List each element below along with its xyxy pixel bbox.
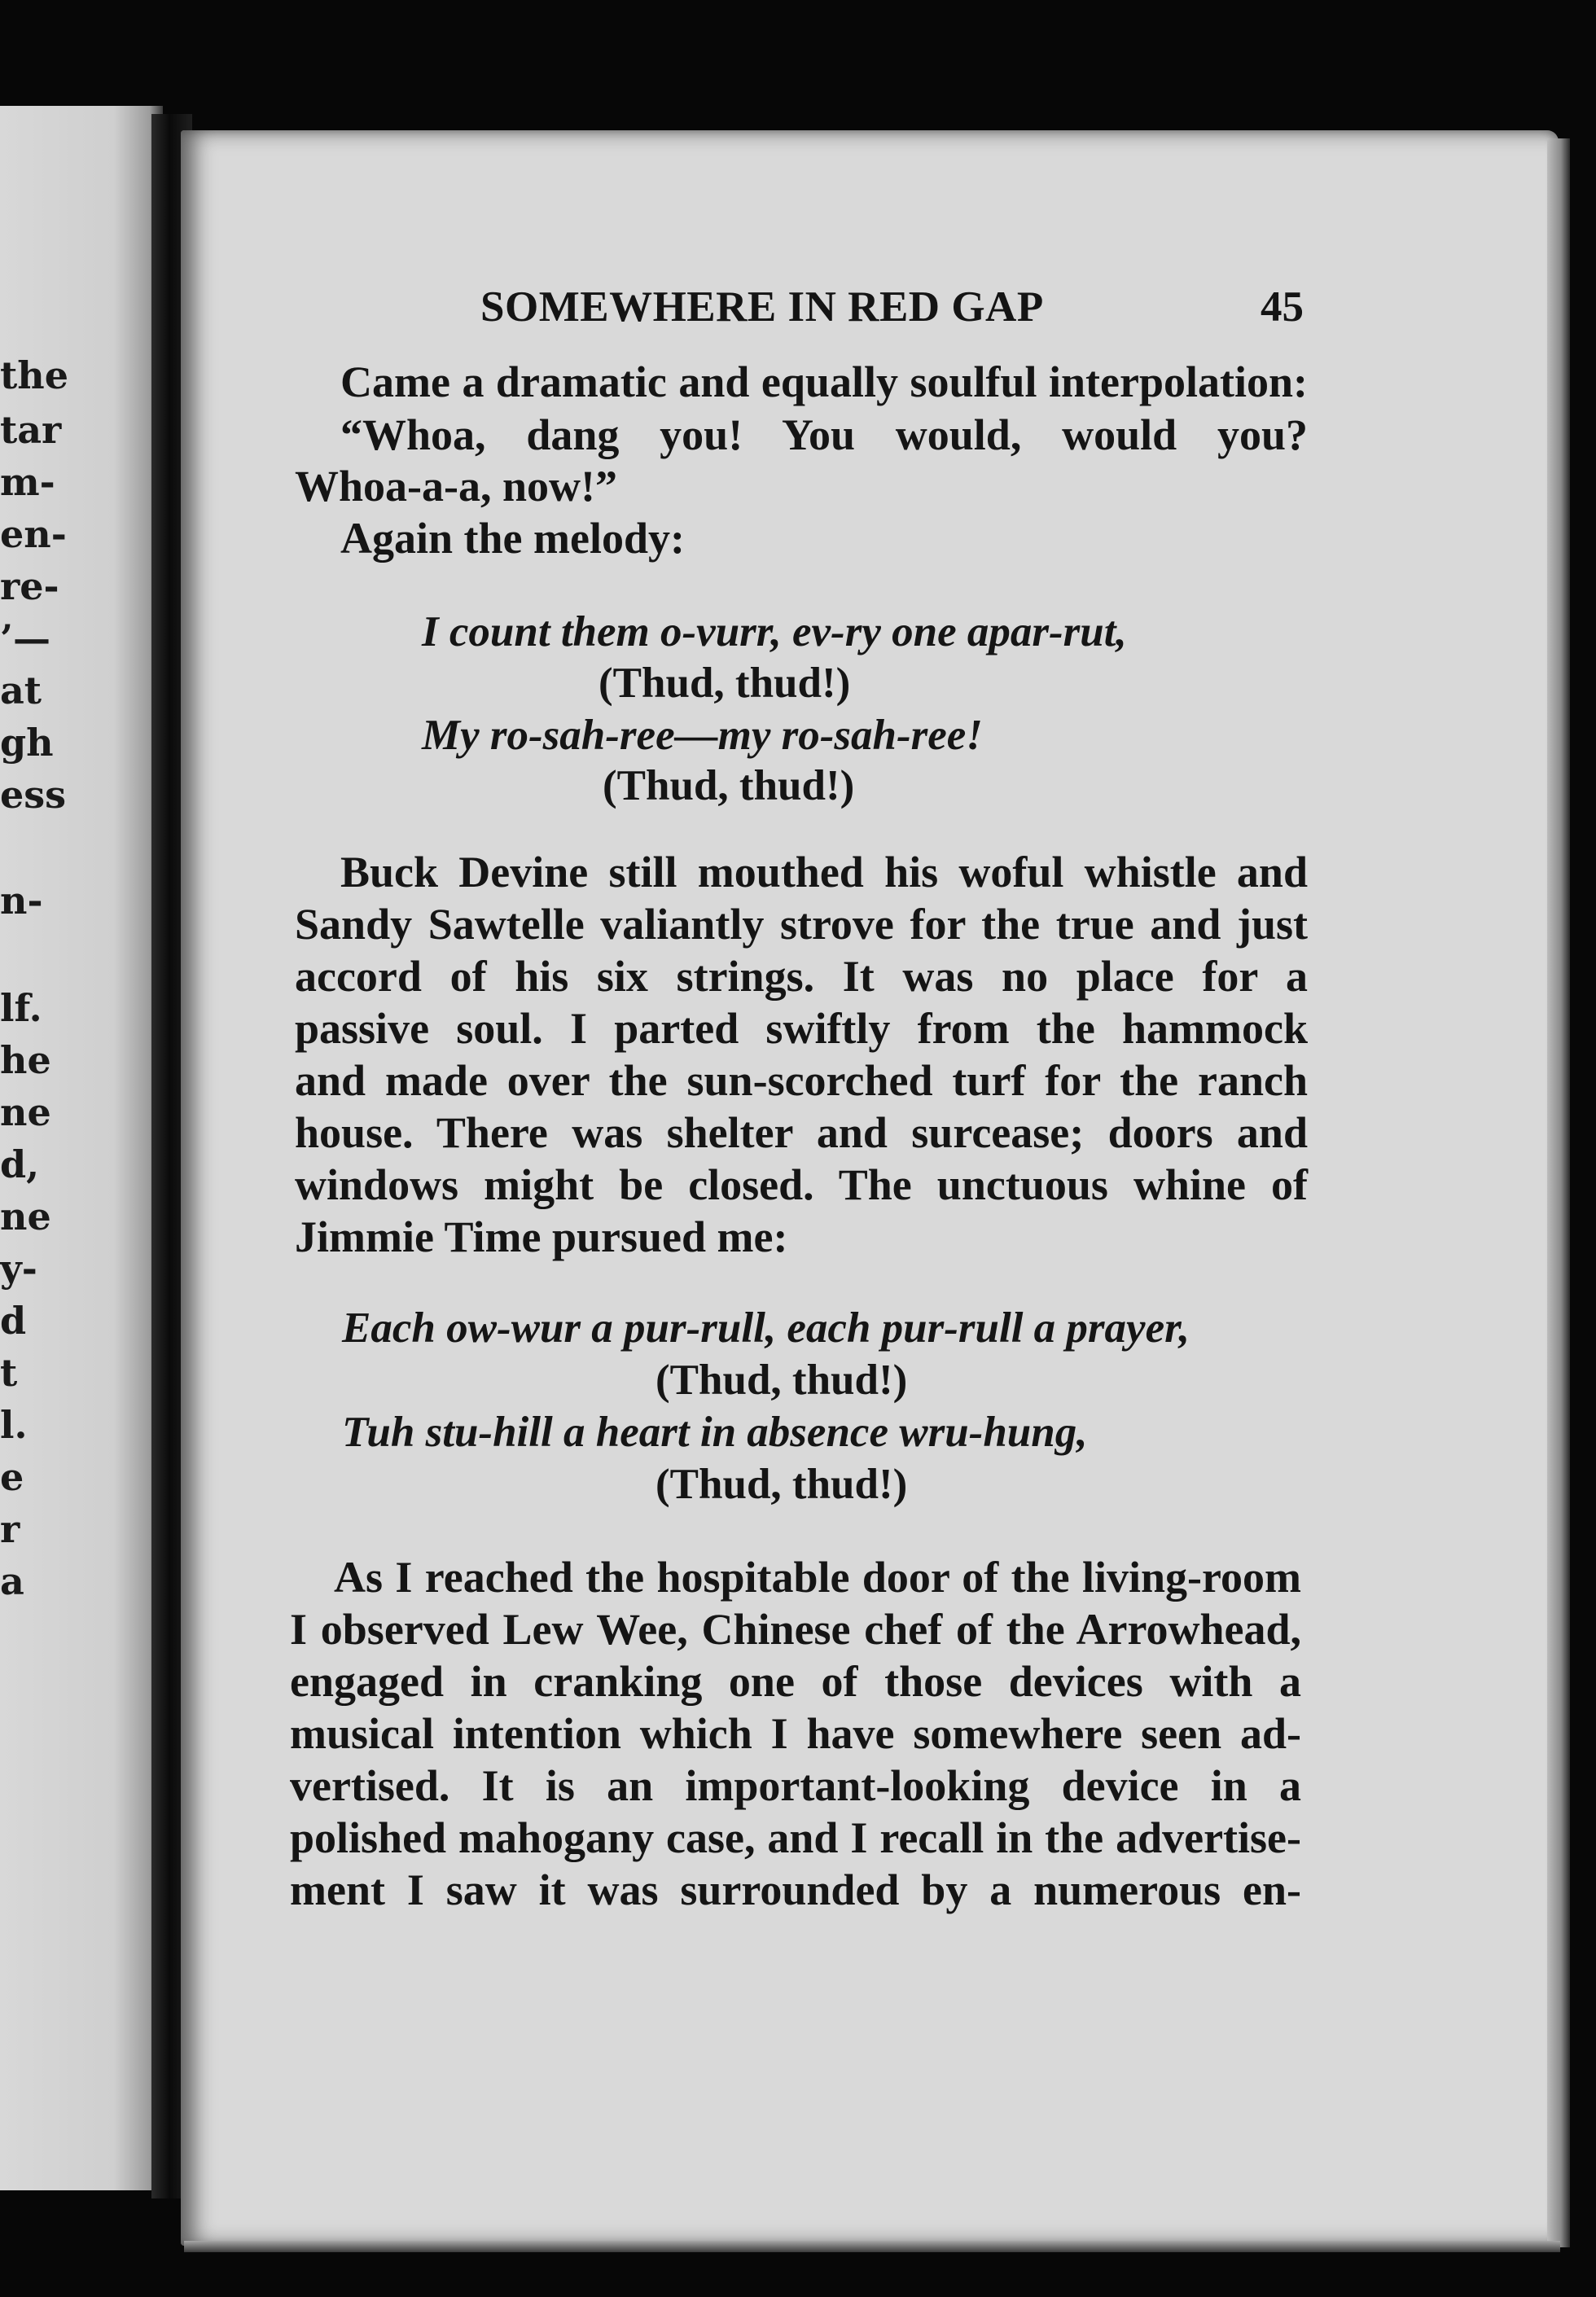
left-page-fragment: a — [0, 1559, 24, 1603]
left-page-fragment: r — [0, 1507, 20, 1551]
body-line: Again the melody: — [340, 514, 685, 563]
left-page-fragment: gh — [0, 721, 54, 765]
left-page-fragment: ’— — [0, 616, 51, 660]
body-line: accord of his six strings. It was no place for a — [295, 952, 1308, 1001]
left-page-fragment: ess — [0, 773, 67, 817]
body-line: vertised. It is an important-looking device in a — [290, 1761, 1301, 1810]
body-line: passive soul. I parted swiftly from the hammock — [295, 1004, 1308, 1053]
left-page-fragment: ne — [0, 1090, 51, 1134]
page-bottom-edge — [184, 2241, 1560, 2252]
left-page-fragment: the — [0, 353, 68, 397]
left-page-fragment: en- — [0, 512, 67, 556]
body-line: As I reached the hospitable door of the living-room — [334, 1553, 1301, 1602]
verse-refrain: (Thud, thud!) — [603, 762, 855, 809]
body-line: ment I saw it was surrounded by a numerous en- — [290, 1865, 1301, 1914]
body-line: Sandy Sawtelle valiantly strove for the true and just — [295, 900, 1308, 949]
body-line: Jimmie Time pursued me: — [295, 1212, 788, 1261]
body-line: engaged in cranking one of those devices with a — [290, 1657, 1301, 1706]
running-head: SOMEWHERE IN RED GAP — [480, 283, 1044, 331]
left-page-fragment: ne — [0, 1195, 51, 1238]
page-number: 45 — [1261, 283, 1304, 331]
body-line: windows might be closed. The unctuous whine of — [295, 1160, 1308, 1209]
verse-refrain: (Thud, thud!) — [656, 1461, 908, 1508]
body-line: “Whoa, dang you! You would, would you? — [340, 410, 1308, 459]
verse-line: Each ow-wur a pur-rull, each pur-rull a prayer, — [342, 1304, 1190, 1352]
left-page-fragment: he — [0, 1038, 51, 1082]
body-line: Buck Devine still mouthed his woful whistle and — [340, 848, 1308, 896]
body-line: I observed Lew Wee, Chinese chef of the Arrowhead, — [290, 1605, 1301, 1654]
left-page-fragment: lf. — [0, 986, 42, 1030]
verse-line: Tuh stu-hill a heart in absence wru-hung, — [342, 1409, 1088, 1456]
page-edge — [1547, 138, 1570, 2247]
left-page-fragment: l. — [0, 1403, 28, 1447]
verse-line: My ro-sah-ree—my ro-sah-ree! — [422, 712, 983, 759]
left-page-fragment: d — [0, 1299, 27, 1343]
body-line: house. There was shelter and surcease; doors and — [295, 1108, 1308, 1157]
left-page-fragment: n- — [0, 879, 43, 923]
body-line: polished mahogany case, and I recall in the advertise- — [290, 1813, 1301, 1862]
body-line: Came a dramatic and equally soulful interpolation: — [340, 357, 1308, 406]
left-page-fragment: m- — [0, 460, 55, 504]
left-page-fragment: d, — [0, 1142, 40, 1186]
left-page-fragment: y- — [0, 1247, 37, 1291]
left-page-fragment: t — [0, 1351, 18, 1395]
verse-refrain: (Thud, thud!) — [598, 660, 851, 707]
body-line: musical intention which I have somewhere seen ad- — [290, 1709, 1301, 1758]
verse-line: I count them o-vurr, ev-ry one apar-rut, — [422, 608, 1127, 655]
verse-refrain: (Thud, thud!) — [656, 1357, 908, 1404]
left-page-fragment: e — [0, 1455, 24, 1499]
left-page-fragment: tar — [0, 408, 62, 452]
body-line: Whoa-a-a, now!” — [295, 462, 618, 511]
body-line: and made over the sun-scorched turf for the ranch — [295, 1056, 1308, 1105]
left-page-fragment: re- — [0, 564, 59, 608]
left-page-fragment: at — [0, 668, 42, 712]
